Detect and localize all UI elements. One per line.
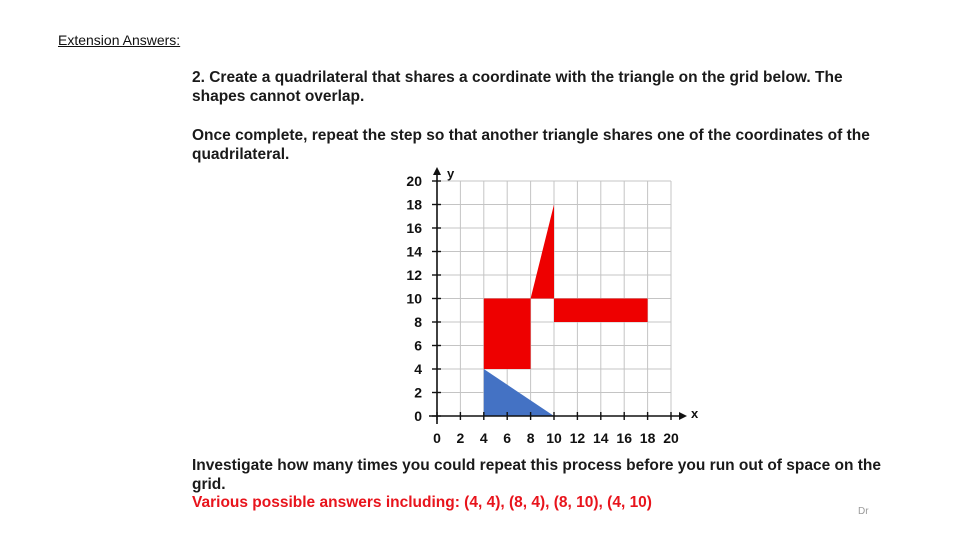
- x-tick-label: 6: [503, 430, 512, 446]
- y-tick-label: 0: [414, 408, 422, 424]
- x-tick-label: 12: [569, 430, 586, 446]
- x-tick-label: 20: [663, 430, 679, 446]
- y-tick-label: 10: [406, 290, 422, 307]
- y-axis-arrow: [433, 167, 441, 175]
- y-axis-label: y: [447, 166, 455, 181]
- x-tick-label: 0: [433, 430, 441, 446]
- y-tick-label: 12: [406, 267, 422, 283]
- footer-mark: Dr: [858, 506, 869, 517]
- y-tick-label: 14: [406, 243, 422, 260]
- y-tick-label: 2: [414, 384, 422, 401]
- answer-text: Various possible answers including: (4, 4), (8, 4), (8, 10), (4, 10): [192, 494, 652, 511]
- x-axis-arrow: [679, 412, 687, 420]
- y-tick-label: 18: [406, 196, 422, 213]
- axes: [429, 167, 687, 424]
- y-tick-label: 4: [414, 361, 422, 377]
- x-axis-label: x: [691, 406, 699, 421]
- x-tick-label: 10: [546, 430, 562, 446]
- x-tick-label: 14: [593, 430, 609, 446]
- x-tick-label: 16: [616, 430, 632, 446]
- y-tick-label: 8: [414, 314, 422, 330]
- y-tick-label: 16: [406, 220, 422, 236]
- y-tick-label: 6: [414, 337, 422, 354]
- extension-answers-heading: Extension Answers:: [58, 32, 181, 48]
- question-instruction-1: 2. Create a quadrilateral that shares a coordinate with the triangle on the grid below. The shapes cannot overlap.: [192, 69, 843, 105]
- x-tick-label: 2: [456, 430, 465, 446]
- question-instruction-3: Investigate how many times you could repeat this process before you run out of space on the grid.: [192, 457, 882, 493]
- y-tick-label: 20: [406, 173, 422, 189]
- tick-labels: [406, 166, 699, 446]
- shapes-layer: [484, 205, 648, 417]
- question-instruction-2: Once complete, repeat the step so that another triangle shares one of the coordinates of the quadrilateral.: [192, 127, 870, 163]
- shape-quadrilateral: [484, 299, 531, 370]
- x-tick-label: 8: [526, 430, 535, 446]
- x-tick-label: 4: [479, 430, 488, 446]
- shape-rectangle-2: [554, 299, 648, 323]
- x-tick-label: 18: [639, 430, 656, 446]
